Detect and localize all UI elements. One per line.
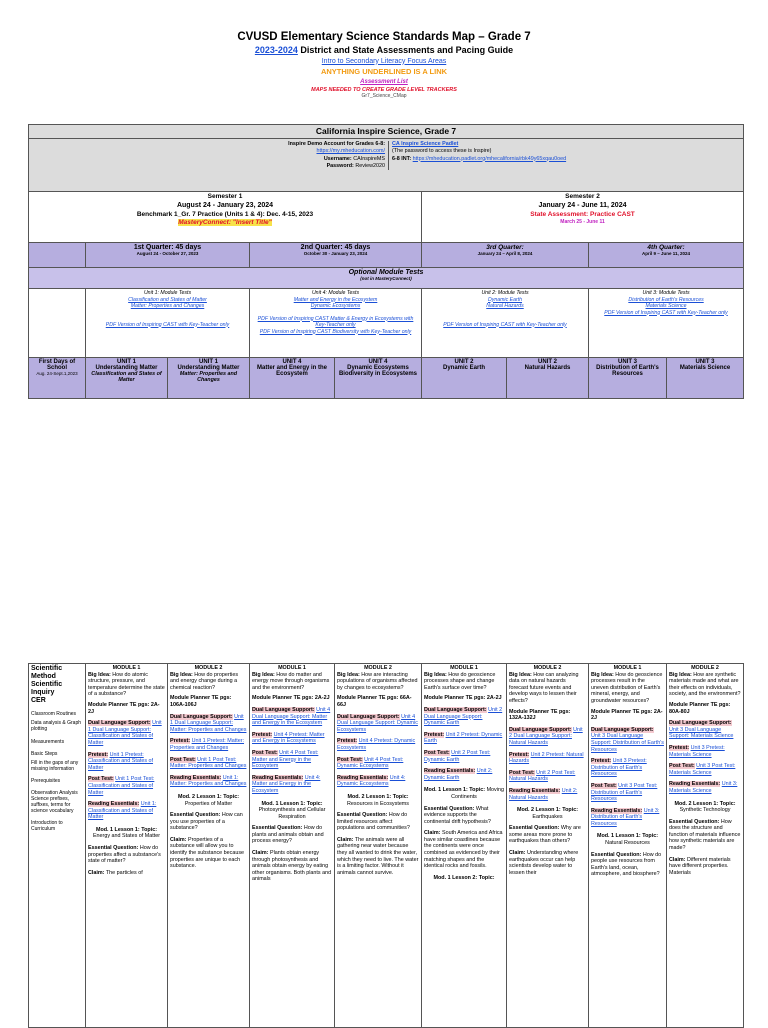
- posttest-link[interactable]: Unit 1 Post Test: Matter: Properties and Changes: [170, 756, 247, 770]
- padlet-link[interactable]: CA Inspire Science Padlet: [392, 141, 459, 147]
- module-title: MODULE 1: [112, 665, 141, 671]
- mt-link[interactable]: Dynamic Earth: [487, 296, 523, 303]
- mt-link[interactable]: Distribution of Earth's Resources: [628, 296, 704, 303]
- post-test: Post Test: Unit 2 Post Test: Natural Hazards: [509, 769, 576, 783]
- big-idea: Big Idea: How can analyzing data on natural hazards forecast future events and develop ways to lessen their effects?: [509, 671, 579, 704]
- claim: Claim: Properties of a substance will allow you to identify the substance because properties are unique to each substance.: [170, 836, 245, 870]
- semester-1: [29, 192, 422, 243]
- first-days-cell: First Days of School Aug. 24-Sept.1,2023: [29, 358, 86, 399]
- reading-essentials-link[interactable]: Unit 2: Dynamic Earth: [424, 768, 493, 781]
- quarter-3: 3rd Quarter: January 24 – April 8, 2024: [422, 243, 589, 268]
- sidebar-item: Basic Steps: [31, 750, 58, 757]
- sidebar-item: Fill in the gaps of any missing information: [31, 759, 79, 772]
- dls-link[interactable]: Unit 4 Dual Language Support: Matter and Energy in the Ecosystem: [252, 706, 331, 727]
- essential-question: Essential Question: Why are some areas more prone to earthquakes than others?: [509, 825, 581, 845]
- demo-label: Inspire Demo Account for Grades 6-8:: [288, 141, 385, 147]
- pretest: Pretest: Unit 1 Pretest: Classification and States of Matter: [88, 751, 154, 771]
- module-cell: [335, 664, 422, 1028]
- lesson: Mod. 2 Lesson 1: Topic: Properties of Matter: [177, 793, 239, 807]
- module-cell: [507, 664, 589, 1028]
- dls-link[interactable]: Unit 1 Dual Language Support: Classification and States of Matter: [88, 720, 162, 746]
- masteryconnect-title: MasteryConnect: "Insert Title": [178, 218, 272, 226]
- pretest: Pretest: Unit 1 Pretest: Matter: Properties and Changes: [170, 738, 245, 751]
- lesson: Mod. 2 Lesson 1: Topic: Earthquakes: [516, 807, 578, 820]
- dual-language-support: Dual Language Support: Unit 2 Dual Language Support: Natural Hazards: [509, 726, 583, 746]
- reading-essentials: Reading Essentials: Unit 4: Matter and Energy in the Ecosystem: [252, 774, 321, 794]
- big-idea: Big Idea: How are interacting populations of organisms affected by changes to ecosystems?: [337, 671, 418, 691]
- pretest-link[interactable]: Unit 1 Pretest: Matter: Properties and Changes: [170, 738, 245, 751]
- unit-cell: UNIT 1 Understanding Matter Classification and States of Matter: [86, 358, 168, 399]
- posttest-link[interactable]: Unit 3 Post Test: Distribution of Earth's Resources: [591, 782, 658, 803]
- pretest-link[interactable]: Unit 3 Pretest: Distribution of Earth's Resources: [591, 758, 647, 778]
- module-planner: Module Planner TE pgs: 2A-2J: [88, 701, 160, 715]
- essential-question: Essential Question: How do plants and animals obtain and process energy?: [252, 825, 324, 845]
- essential-question: Essential Question: How do people use resources from Earth's land, ocean, atmosphere, and biosphere?: [591, 851, 662, 878]
- posttest-link[interactable]: Unit 2 Post Test: Dynamic Earth: [424, 749, 491, 763]
- post-test: Post Test: Unit 3 Post Test: Distribution of Earth's Resources: [591, 782, 658, 803]
- big-idea: Big Idea: How do matter and energy move through organisms and the environment?: [252, 671, 330, 691]
- module-planner: Module Planner TE pgs: 2A-2J: [424, 695, 502, 702]
- program-info: [29, 139, 744, 192]
- post-test: Post Test: Unit 3 Post Test: Materials Science: [669, 763, 736, 776]
- reading-essentials: Reading Essentials: Unit 1: Matter: Properties and Changes: [170, 774, 247, 788]
- essential-question: Essential Question: How do properties affect a substance's state of matter?: [88, 845, 161, 865]
- module-cell: [667, 664, 744, 1028]
- claim: Claim: Understanding where earthquakes occur can help scientists develop water to lessen their: [509, 850, 579, 876]
- modules-table: [28, 663, 744, 1028]
- dual-language-support: Dual Language Support: Unit 1 Dual Language Support: Matter: Properties and Changes: [170, 713, 247, 733]
- reading-essentials-link[interactable]: Unit 4: Matter and Energy in the Ecosystem: [252, 774, 321, 794]
- reading-essentials: Reading Essentials: Unit 4: Dynamic Ecosystems: [337, 774, 406, 788]
- padlet-url-link[interactable]: https://mheducation.padlet.org/mhecalifornia/rbk49y65xqau0oed: [412, 155, 567, 162]
- reading-essentials: Reading Essentials: Unit 3: Materials Science: [669, 781, 738, 794]
- padlet-note: (The password to access these is Inspire): [392, 148, 492, 155]
- quarter-spacer: [29, 243, 86, 268]
- post-test: Post Test: Unit 1 Post Test: Classification and States of Matter: [88, 776, 155, 796]
- padlet-int-label: 6-8 INT:: [392, 155, 412, 162]
- claim: Claim: Plants obtain energy through photosynthesis and animals obtain energy by eating other organisms. Both plants and animals: [252, 850, 332, 883]
- big-idea: Big Idea: How do geoscience processes shape and change Earth's surface over time?: [424, 671, 496, 691]
- unit-4-module-tests: Unit 4: Module Tests Matter and Energy in the Ecosystem Dynamic Ecosystems PDF Version of Inspiring CAST Matter & Energy in Ecosystems with Key-Teacher only PDF Version of Inspiring CAST Biodiversity with Key-Teacher only: [250, 289, 422, 358]
- module-title: MODULE 2: [533, 665, 562, 671]
- claim: Claim: Different materials have different properties. Materials: [669, 856, 731, 876]
- module-cell: [86, 664, 168, 1028]
- post-test: Post Test: Unit 2 Post Test: Dynamic Earth: [424, 749, 491, 763]
- lesson: Mod. 1 Lesson 1: Topic: Natural Resources: [596, 833, 658, 847]
- sidebar-heading: Scientific Method: [31, 665, 63, 681]
- focus-areas-link[interactable]: Intro to Secondary Literacy Focus Areas: [321, 57, 447, 65]
- mt-link[interactable]: Dynamic Ecosystems: [310, 303, 361, 309]
- dual-language-support: Dual Language Support: Unit 1 Dual Language Support: Classification and States of Matter: [88, 720, 162, 746]
- posttest-link[interactable]: Unit 2 Post Test: Natural Hazards: [509, 769, 576, 783]
- semester-1-name: Semester 1: [207, 193, 243, 200]
- state-assessment-dates: March 25 - June 11: [560, 218, 605, 225]
- pretest-link[interactable]: Unit 1 Pretest: Classification and States of Matter: [88, 751, 154, 771]
- unit-cell: UNIT 4 Matter and Energy in the Ecosystem: [250, 358, 335, 399]
- module-title: MODULE 1: [450, 665, 478, 671]
- underline-note: ANYTHING UNDERLINED IS A LINK: [320, 66, 448, 76]
- reading-essentials: Reading Essentials: Unit 1: Classification and States of Matter: [88, 801, 157, 821]
- unit-1-module-tests: Unit 1: Module Tests Classification and States of Matter Matter: Properties and Changes PDF Version of Inspiring CAST with Key-Teacher only: [86, 289, 250, 358]
- password-value: Review2020: [355, 162, 385, 169]
- password-label: Password:: [326, 162, 354, 169]
- dual-language-support: Dual Language Support: Unit 4 Dual Language Support: Matter and Energy in the Ecosystem: [252, 706, 331, 727]
- reading-essentials-link[interactable]: Unit 3: Materials Science: [669, 781, 738, 794]
- module-title: MODULE 1: [613, 665, 642, 671]
- module-title: MODULE 2: [364, 665, 392, 671]
- sidebar-item: Introduction to Curriculum: [31, 820, 63, 833]
- module-planner: Module Planner TE pgs: 106A-106J: [170, 695, 232, 708]
- dls-link[interactable]: Unit 1 Dual Language Support: Matter: Properties and Changes: [170, 713, 247, 733]
- essential-question: Essential Question: How does the structure and function of materials influence how synthetic materials are made?: [669, 818, 741, 852]
- lesson: Mod. 1 Lesson 1: Topic: Moving Continents: [424, 787, 504, 800]
- demo-url-link[interactable]: https://my.mheducation.com/: [316, 148, 385, 155]
- sidebar-item: Classroom Routines: [31, 711, 77, 718]
- dual-language-support: Dual Language Support: Unit 4 Dual Language Support: Dynamic Ecosystems: [337, 713, 418, 733]
- dual-language-support: Dual Language Support: Unit 3 Dual Language Support: Distribution of Earth's Resources: [591, 726, 664, 753]
- program-title: California Inspire Science, Grade 7: [29, 125, 744, 139]
- module-planner: Module Planner TE pgs: 132A-132J: [509, 708, 571, 722]
- pretest-link[interactable]: Unit 2 Pretest: Natural Hazards: [509, 751, 584, 765]
- essential-question: Essential Question: How do limited resources affect populations and communities?: [337, 812, 410, 832]
- dual-language-support: Dual Language Support: Unit 3 Dual Language Support: Materials Science: [669, 720, 734, 740]
- username-value: CAInspireMS: [353, 155, 385, 162]
- sidebar-item: Prerequisites: [31, 777, 61, 784]
- post-test: Post Test: Unit 4 Post Test: Dynamic Ecosystems: [337, 756, 404, 770]
- unit-cell: UNIT 3 Materials Science: [667, 358, 744, 399]
- mt-link[interactable]: Materials Science: [645, 303, 687, 309]
- reading-essentials: Reading Essentials: Unit 3: Distribution of Earth's Resources: [591, 807, 660, 827]
- dual-language-support: Dual Language Support: Unit 2 Dual Language Support: Dynamic Earth: [424, 706, 503, 727]
- posttest-link[interactable]: Unit 3 Post Test: Materials Science: [669, 763, 736, 776]
- posttest-link[interactable]: Unit 4 Post Test: Matter and Energy in the Ecosystem: [252, 749, 319, 770]
- pdf-link[interactable]: PDF Version of Inspiring CAST with Key-Teacher only: [443, 321, 567, 328]
- pretest-link[interactable]: Unit 4 Pretest: Matter and Energy in Ecosystems: [252, 731, 325, 745]
- reading-essentials-link[interactable]: Unit 3: Distribution of Earth's Resources: [591, 807, 660, 827]
- mt-link[interactable]: Classification and States of Matter: [128, 296, 207, 303]
- lesson: Mod. 1 Lesson 1: Topic: Photosynthesis and Cellular Respiration: [258, 800, 326, 820]
- dls-link[interactable]: Unit 2 Dual Language Support: Dynamic Earth: [424, 706, 503, 727]
- module-planner: Module Planner TE pgs: 2A-2J: [252, 695, 330, 702]
- semester-1-dates: August 24 - January 23, 2024: [176, 202, 274, 210]
- post-test: Post Test: Unit 4 Post Test: Matter and Energy in the Ecosystem: [252, 749, 319, 770]
- dls-link[interactable]: Unit 4 Dual Language Support: Dynamic Ecosystems: [337, 713, 418, 733]
- big-idea: Big Idea: How do properties and energy change during a chemical reaction?: [170, 671, 239, 691]
- claim: Claim: The particles of: [88, 869, 143, 876]
- module-planner: Module Planner TE pgs: 66A-66J: [337, 695, 412, 708]
- assessment-list-link[interactable]: Assessment List: [360, 79, 408, 86]
- big-idea: Big Idea: How do geoscience processes result in the uneven distribution of Earth's mineral, energy, and groundwater resources?: [591, 671, 663, 704]
- pretest: Pretest: Unit 2 Pretest: Natural Hazards: [509, 751, 584, 765]
- pretest-link[interactable]: Unit 2 Pretest: Dynamic Earth: [424, 731, 503, 745]
- lesson: Mod. 2 Lesson 1: Topic: Synthetic Technology: [674, 800, 736, 814]
- module-cell: [589, 664, 667, 1028]
- benchmark-1: Benchmark 1_Gr. 7 Practice (Units 1 & 4): Dec. 4-15, 2023: [136, 210, 314, 218]
- pretest: Pretest: Unit 2 Pretest: Dynamic Earth: [424, 731, 503, 745]
- username-label: Username:: [323, 155, 352, 162]
- reading-essentials-link[interactable]: Unit 4: Dynamic Ecosystems: [337, 774, 406, 788]
- document-header: [0, 0, 768, 100]
- mt-link[interactable]: Matter and Energy in the Ecosystem: [293, 296, 378, 303]
- state-assessment: State Assessment: Practice CAST: [530, 210, 635, 218]
- essential-question: Essential Question: How can you use properties of a substance?: [170, 812, 243, 832]
- pdf-link[interactable]: PDF Version of Inspiring CAST Matter & Energy in Ecosystems with Key-Teacher only: [257, 315, 414, 328]
- posttest-link[interactable]: Unit 1 Post Test: Classification and States of Matter: [88, 776, 155, 796]
- claim: Claim: The animals were all gathering near water because they all wanted to drink the water, which they need to live. The water is a limiting factor. Without it animals cannot survive.: [337, 836, 419, 876]
- pdf-link[interactable]: PDF Version of Inspiring CAST Biodiversity with Key-Teacher only: [259, 328, 412, 335]
- reading-essentials: Reading Essentials: Unit 2: Natural Hazards: [509, 787, 578, 801]
- reading-essentials-link[interactable]: Unit 1: Classification and States of Matter: [88, 801, 157, 821]
- pretest: Pretest: Unit 4 Pretest: Matter and Energy in Ecosystems: [252, 731, 325, 745]
- unit-2-module-tests: Unit 2: Module Tests Dynamic Earth Natural Hazards PDF Version of Inspiring CAST with Key-Teacher only: [422, 289, 589, 358]
- big-idea: Big Idea: How are synthetic materials made and what are their effects on individuals, society, and the environment?: [669, 671, 741, 698]
- pdf-link[interactable]: PDF Version of Inspiring CAST with Key-Teacher only: [604, 309, 728, 316]
- lesson-2: Mod. 1 Lesson 2: Topic:: [433, 874, 495, 881]
- unit-cell: UNIT 2 Natural Hazards: [507, 358, 589, 399]
- pacing-table: [28, 124, 744, 399]
- unit-cell: UNIT 2 Dynamic Earth: [422, 358, 507, 399]
- module-title: MODULE 1: [278, 665, 306, 671]
- semester-2: [422, 192, 744, 243]
- subtitle: District and State Assessments and Pacing Guide: [300, 45, 514, 56]
- pretest: Pretest: Unit 3 Pretest: Materials Science: [669, 744, 725, 758]
- unit-3-module-tests: Unit 3: Module Tests Distribution of Earth's Resources Materials Science PDF Version of Inspiring CAST with Key-Teacher only: [589, 289, 744, 358]
- pretest-link[interactable]: Unit 3 Pretest: Materials Science: [669, 744, 725, 758]
- pretest-link[interactable]: Unit 4 Pretest: Dynamic Ecosystems: [337, 738, 416, 751]
- optional-tests-header: Optional Module Tests (not in MasteryConnect): [29, 268, 744, 289]
- big-idea: Big Idea: How do atomic structure, pressure, and temperature determine the state of a substance?: [88, 671, 165, 698]
- semester-2-name: Semester 2: [565, 193, 600, 200]
- module-tests-spacer: [29, 289, 86, 358]
- file-code: Gr7_Science_CMap: [361, 93, 407, 100]
- module-cell: [422, 664, 507, 1028]
- quarter-4: 4th Quarter: April 9 – June 11, 2024: [589, 243, 744, 268]
- dls-link[interactable]: Unit 2 Dual Language Support: Natural Hazards: [509, 726, 583, 746]
- reading-essentials-link[interactable]: Unit 2: Natural Hazards: [509, 787, 578, 801]
- dls-link[interactable]: Unit 3 Dual Language Support: Distribution of Earth's Resources: [591, 733, 664, 753]
- semester-2-dates: January 24 - June 11, 2024: [538, 202, 627, 210]
- module-title: MODULE 2: [194, 665, 223, 671]
- pretest: Pretest: Unit 4 Pretest: Dynamic Ecosystems: [337, 738, 416, 751]
- sidebar-column: [29, 664, 86, 1028]
- lesson: Mod. 2 Lesson 1: Topic: Resources in Ecosystems: [346, 793, 409, 807]
- sidebar-item: Observation Analysis Science prefixes, suffixes, terms for science vocabulary: [31, 789, 78, 815]
- year-link[interactable]: 2023-2024: [254, 45, 298, 56]
- module-cell: [168, 664, 250, 1028]
- reading-essentials: Reading Essentials: Unit 2: Dynamic Earth: [424, 768, 493, 781]
- sidebar-item: Data analysis & Graph plotting: [31, 720, 82, 733]
- pdf-link[interactable]: PDF Version of Inspiring CAST with Key-Teacher only: [105, 321, 230, 328]
- module-planner: Module Planner TE pgs: 2A-2J: [591, 708, 663, 722]
- mt-link[interactable]: Natural Hazards: [486, 303, 524, 309]
- subtitle-line: [0, 45, 768, 55]
- claim: Claim: South America and Africa have similar coastlines because the continents were once combined as evidenced by their matching shapes and the identical rocks and fossils.: [424, 830, 503, 870]
- module-planner: Module Planner TE pgs: 80A-80J: [669, 701, 731, 715]
- module-title: MODULE 2: [691, 665, 719, 671]
- sidebar-item: Measurements: [31, 738, 65, 745]
- sidebar-heading: Scientific Inquiry: [31, 681, 63, 697]
- reading-essentials-link[interactable]: Unit 1: Matter: Properties and Changes: [170, 774, 247, 788]
- unit-cell: UNIT 1 Understanding Matter Matter: Properties and Changes: [168, 358, 250, 399]
- module-cell: [250, 664, 335, 1028]
- maps-note: MAPS NEEDED TO CREATE GRADE LEVEL TRACKERS: [311, 87, 457, 94]
- post-test: Post Test: Unit 1 Post Test: Matter: Properties and Changes: [170, 756, 247, 770]
- mt-link[interactable]: Matter: Properties and Changes: [130, 303, 205, 309]
- pretest: Pretest: Unit 3 Pretest: Distribution of Earth's Resources: [591, 758, 647, 778]
- dls-link[interactable]: Unit 3 Dual Language Support: Materials Science: [669, 726, 734, 740]
- lesson: Mod. 1 Lesson 1: Topic: Energy and States of Matter: [92, 826, 161, 840]
- posttest-link[interactable]: Unit 4 Post Test: Dynamic Ecosystems: [337, 756, 404, 770]
- essential-question: Essential Question: What evidence supports the continental drift hypothesis?: [424, 805, 491, 825]
- sidebar-heading: CER: [31, 697, 46, 705]
- unit-cell: UNIT 4 Dynamic Ecosystems Biodiversity in Ecosystems: [335, 358, 422, 399]
- unit-cell: UNIT 3 Distribution of Earth's Resources: [589, 358, 667, 399]
- quarter-2: 2nd Quarter: 45 days October 30 - January 23, 2024: [250, 243, 422, 268]
- page-title: CVUSD Elementary Science Standards Map – Grade 7: [237, 31, 531, 43]
- quarter-1: 1st Quarter: 45 days August 24 - October 27, 2023: [86, 243, 250, 268]
